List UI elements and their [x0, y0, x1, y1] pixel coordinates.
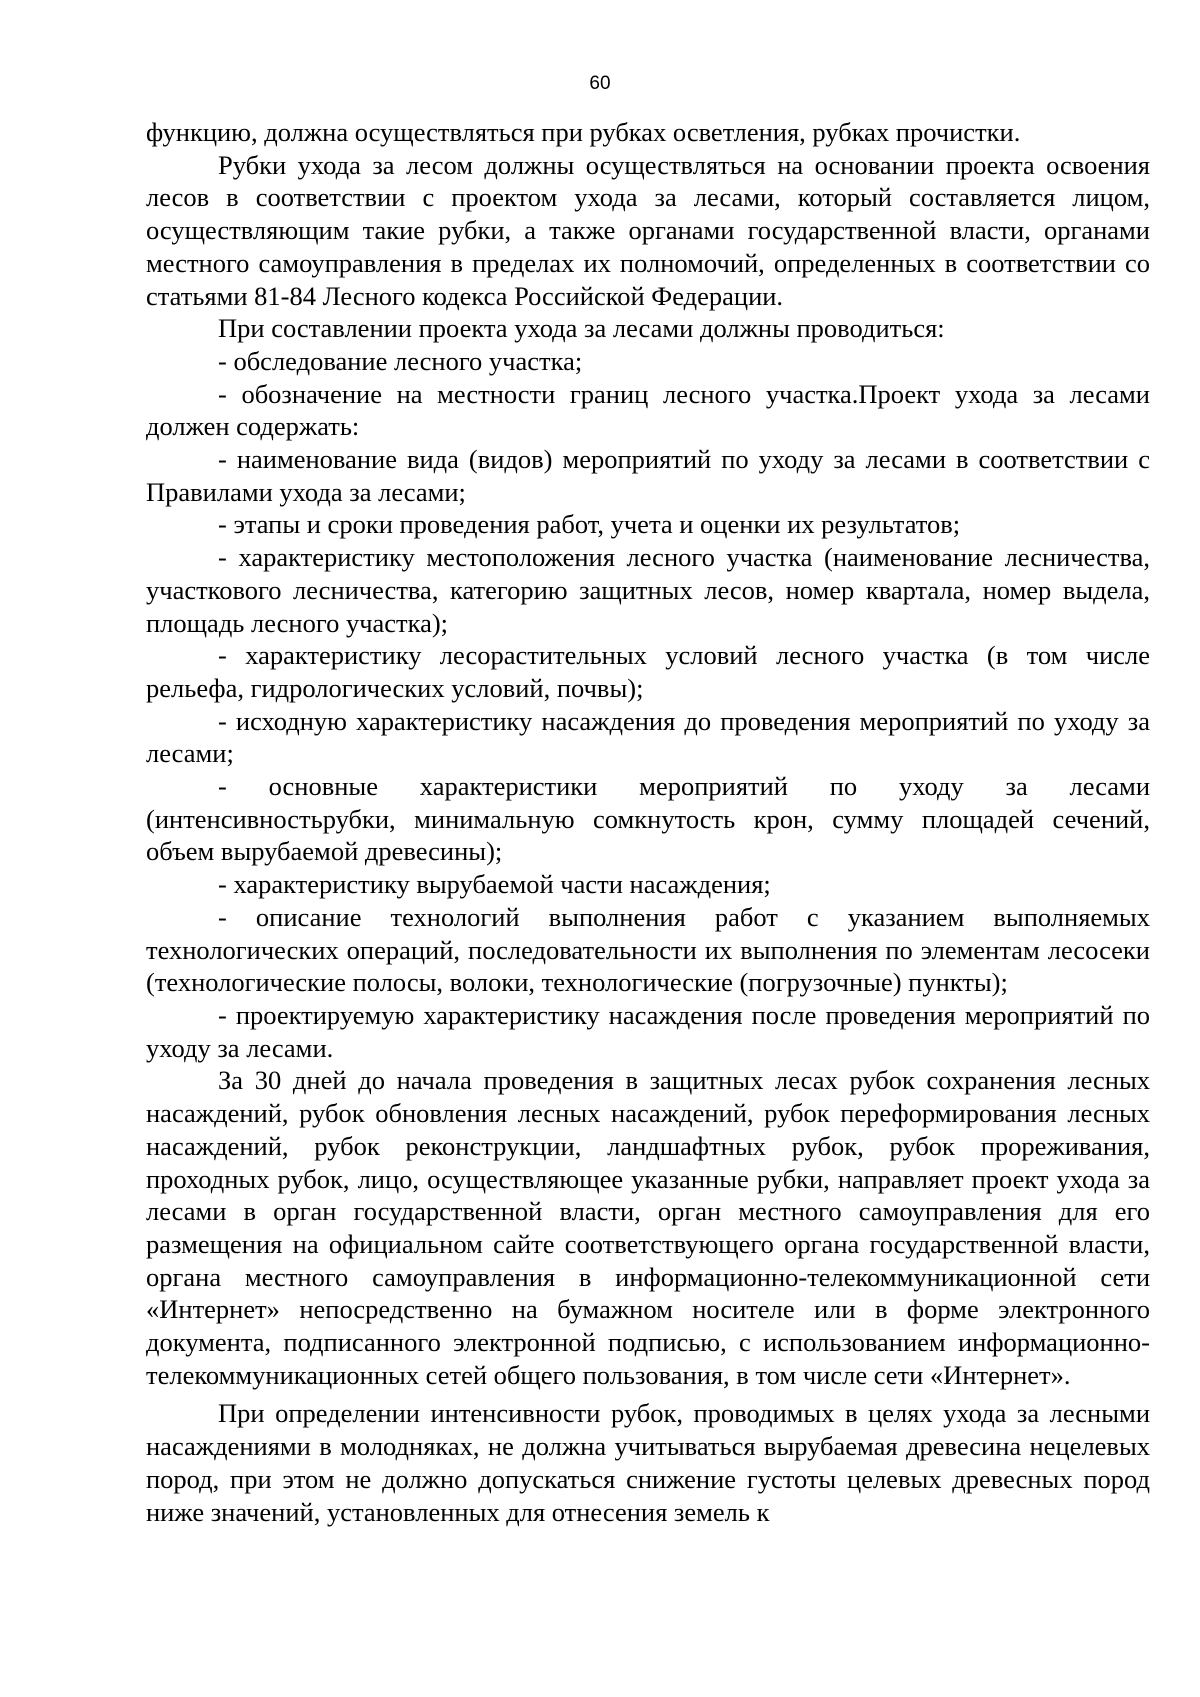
paragraph: функцию, должна осуществляться при рубках осветления, рубках прочистки.	[146, 117, 1021, 147]
document-body	[146, 116, 1150, 1528]
list-item: - характеристику лесорастительных условий лесного участка (в том числе рельефа, гидрологических условий, почвы);	[146, 640, 1150, 703]
list-item: - основные характеристики мероприятий по уходу за лесами (интенсивностьрубки, минимальную сомкнутость крон, сумму площадей сечений, объем вырубаемой древесины);	[146, 771, 1150, 867]
list-item: - наименование вида (видов) мероприятий по уходу за лесами в соответствии с Правилами ухода за лесами;	[146, 444, 1150, 507]
paragraph: Рубки ухода за лесом должны осуществляться на основании проекта освоения лесов в соответствии с проектом ухода за лесами, который составляется лицом, осуществляющим такие рубки, а также органами государственной власти, органами местного самоуправления в пределах их полномочий, определенных в соответствии со статьями 81-84 Лесного кодекса Российской Федерации.	[146, 149, 1150, 311]
list-item: - характеристику местоположения лесного участка (наименование лесничества, участкового лесничества, категорию защитных лесов, номер квартала, номер выдела, площадь лесного участка);	[146, 542, 1150, 638]
list-item: - описание технологий выполнения работ с указанием выполняемых технологических операций, последовательности их выполнения по элементам лесосеки (технологические полосы, волоки, технологические (погрузочные) пункты);	[146, 901, 1150, 998]
paragraph: При составлении проекта ухода за лесами должны проводиться:	[218, 313, 945, 344]
list-item: - обследование лесного участка;	[218, 345, 583, 376]
list-item: - характеристику вырубаемой части насаждения;	[218, 869, 771, 900]
list-item: - проектируемую характеристику насаждения после проведения мероприятий по уходу за лесами.	[146, 999, 1150, 1063]
list-item: - этапы и сроки проведения работ, учета и оценки их результатов;	[218, 509, 961, 540]
list-item: - исходную характеристику насаждения до проведения мероприятий по уходу за лесами;	[146, 705, 1150, 769]
page-number: 60	[589, 73, 611, 94]
paragraph: При определении интенсивности рубок, проводимых в целях ухода за лесными насаждениями в молодняках, не должна учитываться вырубаемая древесина нецелевых пород, при этом не должно допускаться снижение густоты целевых древесных пород ниже значений, установленных для отнесения земель к	[146, 1398, 1150, 1527]
list-item: - обозначение на местности границ лесного участка.Проект ухода за лесами должен содержать:	[146, 378, 1150, 442]
paragraph: За 30 дней до начала проведения в защитных лесах рубок сохранения лесных насаждений, рубок обновления лесных насаждений, рубок переформирования лесных насаждений, рубок реконструкции, ландшафтных рубок, рубок прореживания, проходных рубок, лицо, осуществляющее указанные рубки, направляет проект ухода за лесами в орган государственной власти, орган местного самоуправления для его размещения на официальном сайте соответствующего органа государственной власти, органа местного самоуправления в информационно-телекоммуникационной сети «Интернет» непосредственно на бумажном носителе или в форме электронного документа, подписанного электронной подписью, с использованием информационно-телекоммуникационных сетей общего пользования, в том числе сети «Интернет».	[146, 1065, 1150, 1390]
